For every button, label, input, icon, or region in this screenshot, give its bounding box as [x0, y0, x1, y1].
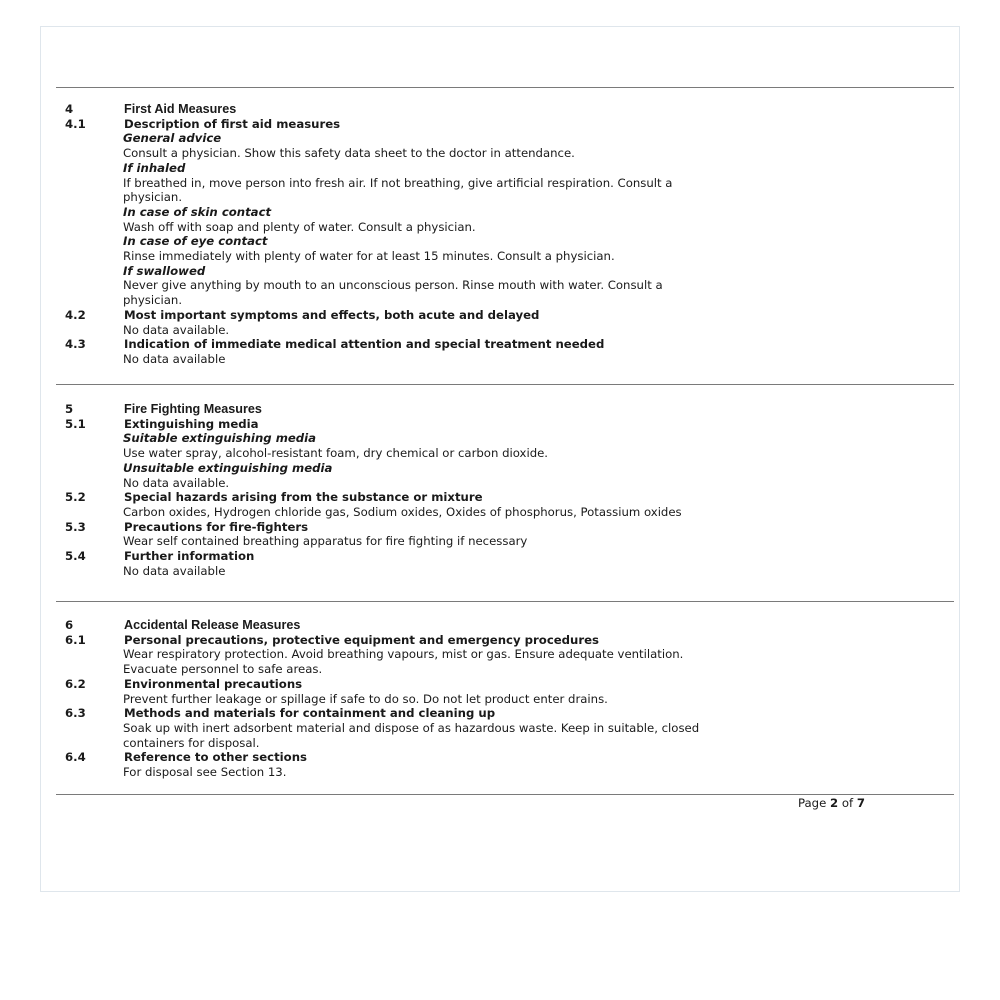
item-text: physician. — [123, 190, 183, 205]
subsection-text: Wear respiratory protection. Avoid breathing vapours, mist or gas. Ensure adequate ventilation. — [123, 647, 684, 662]
subsection-title: Most important symptoms and effects, both acute and delayed — [124, 307, 540, 322]
subsection-text: No data available — [123, 563, 226, 578]
section-number: 4 — [65, 102, 74, 116]
item-text: Consult a physician. Show this safety data sheet to the doctor in attendance. — [123, 146, 575, 161]
section-number: 5 — [65, 402, 74, 416]
subsection-title: Extinguishing media — [124, 416, 259, 431]
section-title: Fire Fighting Measures — [124, 402, 262, 416]
divider — [56, 794, 954, 795]
item-text: No data available. — [123, 475, 230, 490]
of-label: of — [841, 796, 854, 810]
item-heading: Suitable extinguishing media — [123, 431, 317, 446]
current-page: 2 — [830, 796, 839, 810]
subsection-number: 6.4 — [65, 750, 86, 765]
total-pages: 7 — [856, 796, 865, 810]
subsection-number: 4.3 — [65, 337, 86, 352]
subsection-title: Environmental precautions — [124, 676, 303, 691]
item-heading: If inhaled — [123, 160, 186, 175]
subsection-title: Indication of immediate medical attention and special treatment needed — [124, 337, 605, 352]
divider — [56, 601, 954, 602]
document-page — [40, 26, 960, 892]
subsection-text: Evacuate personnel to safe areas. — [123, 662, 323, 677]
subsection-title: Reference to other sections — [124, 750, 307, 765]
subsection-text: containers for disposal. — [123, 735, 260, 750]
subsection-text: Carbon oxides, Hydrogen chloride gas, Sodium oxides, Oxides of phosphorus, Potassium oxides — [123, 504, 682, 519]
divider — [56, 87, 954, 88]
item-heading: If swallowed — [123, 263, 206, 278]
subsection-title: Special hazards arising from the substance or mixture — [124, 490, 483, 505]
item-text: Use water spray, alcohol-resistant foam, dry chemical or carbon dioxide. — [123, 446, 549, 461]
subsection-number: 5.1 — [65, 416, 86, 431]
item-text: If breathed in, move person into fresh air. If not breathing, give artificial respiration. Consult a — [123, 175, 673, 190]
page-label: Page — [798, 796, 827, 810]
subsection-text: Prevent further leakage or spillage if safe to do so. Do not let product enter drains. — [123, 691, 608, 706]
subsection-number: 5.3 — [65, 519, 86, 534]
subsection-title: Further information — [124, 549, 255, 563]
item-text: physician. — [123, 293, 183, 308]
item-text: Rinse immediately with plenty of water for at least 15 minutes. Consult a physician. — [123, 249, 615, 263]
item-heading: General advice — [123, 131, 222, 146]
subsection-title: Methods and materials for containment and cleaning up — [124, 706, 496, 721]
section-title: Accidental Release Measures — [124, 618, 301, 632]
divider — [56, 384, 954, 385]
subsection-title: Precautions for fire-fighters — [124, 519, 309, 534]
subsection-number: 4.1 — [65, 116, 86, 131]
subsection-text: Wear self contained breathing apparatus for fire fighting if necessary — [123, 534, 528, 549]
subsection-text: For disposal see Section 13. — [123, 765, 287, 779]
subsection-text: No data available. — [123, 322, 230, 337]
page-number — [798, 796, 865, 811]
subsection-text: Soak up with inert adsorbent material and dispose of as hazardous waste. Keep in suitable, closed — [123, 720, 700, 735]
subsection-title: Description of first aid measures — [124, 116, 341, 131]
subsection-title: Personal precautions, protective equipment and emergency procedures — [124, 632, 600, 647]
section-title: First Aid Measures — [124, 102, 237, 116]
subsection-number: 5.4 — [65, 549, 86, 563]
item-heading: In case of eye contact — [123, 234, 268, 249]
subsection-number: 6.2 — [65, 676, 86, 691]
section-number: 6 — [65, 618, 74, 632]
item-heading: Unsuitable extinguishing media — [123, 460, 333, 475]
item-text: Wash off with soap and plenty of water. Consult a physician. — [123, 219, 476, 234]
subsection-text: No data available — [123, 351, 226, 366]
subsection-number: 6.1 — [65, 632, 86, 647]
item-heading: In case of skin contact — [123, 204, 272, 219]
subsection-number: 5.2 — [65, 490, 86, 505]
subsection-number: 6.3 — [65, 706, 86, 721]
subsection-number: 4.2 — [65, 307, 86, 322]
item-text: Never give anything by mouth to an unconscious person. Rinse mouth with water. Consult a — [123, 278, 663, 293]
